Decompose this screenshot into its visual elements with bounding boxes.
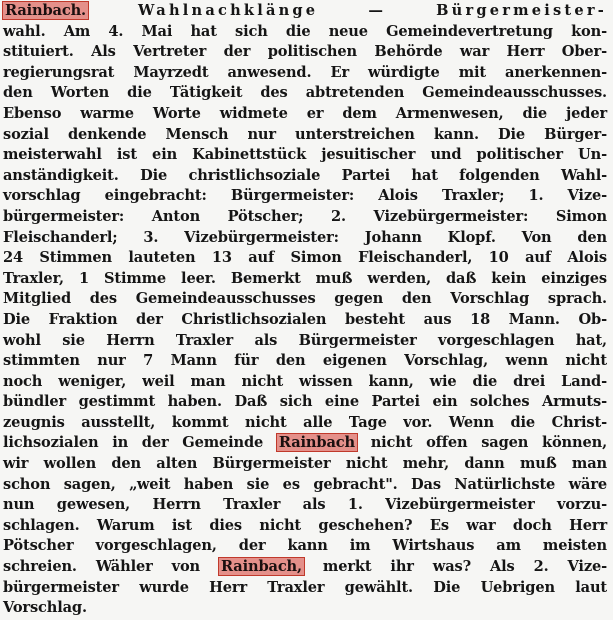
article-line: schlagen. Warum ist dies nicht geschehen? Es war doch Herr — [3, 516, 607, 534]
line-text: Wahlnachklänge — Bürgermeister- — [87, 2, 607, 19]
line-text: nicht offen sagen können, — [356, 434, 607, 452]
article-line: den Worten die Tätigkeit des abtretenden Gemeindeausschusses. — [3, 84, 607, 102]
article-line: bündler gestimmt haben. Daß sich eine Partei ein solches Armuts- — [3, 393, 607, 411]
line-text: merkt ihr was? Als 2. Vize- — [303, 558, 607, 576]
article-line: Pötscher vorgeschlagen, der kann im Wirtshaus am meisten — [3, 537, 607, 555]
article-line: noch weniger, weil man nicht wissen kann, wie die drei Land- — [3, 372, 607, 390]
article-line: vorschlag eingebracht: Bürgermeister: Alois Traxler; 1. Vize- — [3, 187, 607, 205]
article-line — [3, 1, 607, 22]
search-highlight: Rainbach, — [220, 558, 302, 576]
line-text: schreien. Wähler von — [3, 558, 219, 576]
article-line: nun gewesen, Herrn Traxler als 1. Vizebürgermeister vorzu- — [3, 496, 607, 514]
article-line: Ebenso warme Worte widmete er dem Armenwesen, die jeder — [3, 104, 607, 122]
article-line: wohl sie Herrn Traxler als Bürgermeister vorgeschlagen hat, — [3, 331, 607, 349]
search-highlight: Rainbach — [278, 434, 355, 452]
article-line: schon sagen, „weit haben sie es gebracht". Das Natürlichste wäre — [3, 475, 607, 493]
article-line: Die Fraktion der Christlichsozialen besteht aus 18 Mann. Ob- — [3, 310, 607, 328]
article-line: meisterwahl ist ein Kabinettstück jesuitischer und politischer Un- — [3, 146, 607, 164]
article-text — [3, 1, 607, 619]
article-line: regierungsrat Mayrzedt anwesend. Er würdigte mit anerkennen- — [3, 63, 607, 81]
article-line — [3, 433, 607, 454]
article-line: 24 Stimmen lauteten 13 auf Simon Fleischanderl, 10 auf Alois — [3, 249, 607, 267]
article-line: Fleischanderl; 3. Vizebürgermeister: Johann Klopf. Von den — [3, 228, 607, 246]
article-line: stituiert. Als Vertreter der politischen Behörde war Herr Ober- — [3, 43, 607, 61]
article-line: zeugnis ausstellt, kommt nicht alle Tage vor. Wenn die Christ- — [3, 413, 607, 431]
article-line: Vorschlag. — [3, 599, 87, 617]
article-line — [3, 557, 607, 578]
article-line: sozial denkende Mensch nur unterstreichen kann. Die Bürger- — [3, 125, 607, 143]
article-line: wir wollen den alten Bürgermeister nicht mehr, dann muß man — [3, 455, 607, 473]
article-line: anständigkeit. Die christlichsoziale Partei hat folgenden Wahl- — [3, 166, 607, 184]
search-highlight: Rainbach. — [5, 2, 86, 19]
article-line: stimmten nur 7 Mann für den eigenen Vorschlag, wenn nicht — [3, 352, 607, 370]
line-text: lichsozialen in der Gemeinde — [3, 434, 277, 452]
article-line: Mitglied des Gemeindeausschusses gegen den Vorschlag sprach. — [3, 290, 607, 308]
article-line: bürgermeister wurde Herr Traxler gewählt. Die Uebrigen laut — [3, 578, 607, 596]
article-line: bürgermeister: Anton Pötscher; 2. Vizebürgermeister: Simon — [3, 207, 607, 225]
article-line: wahl. Am 4. Mai hat sich die neue Gemeindevertretung kon- — [3, 22, 607, 40]
article-line: Traxler, 1 Stimme leer. Bemerkt muß werden, daß kein einziges — [3, 269, 607, 287]
